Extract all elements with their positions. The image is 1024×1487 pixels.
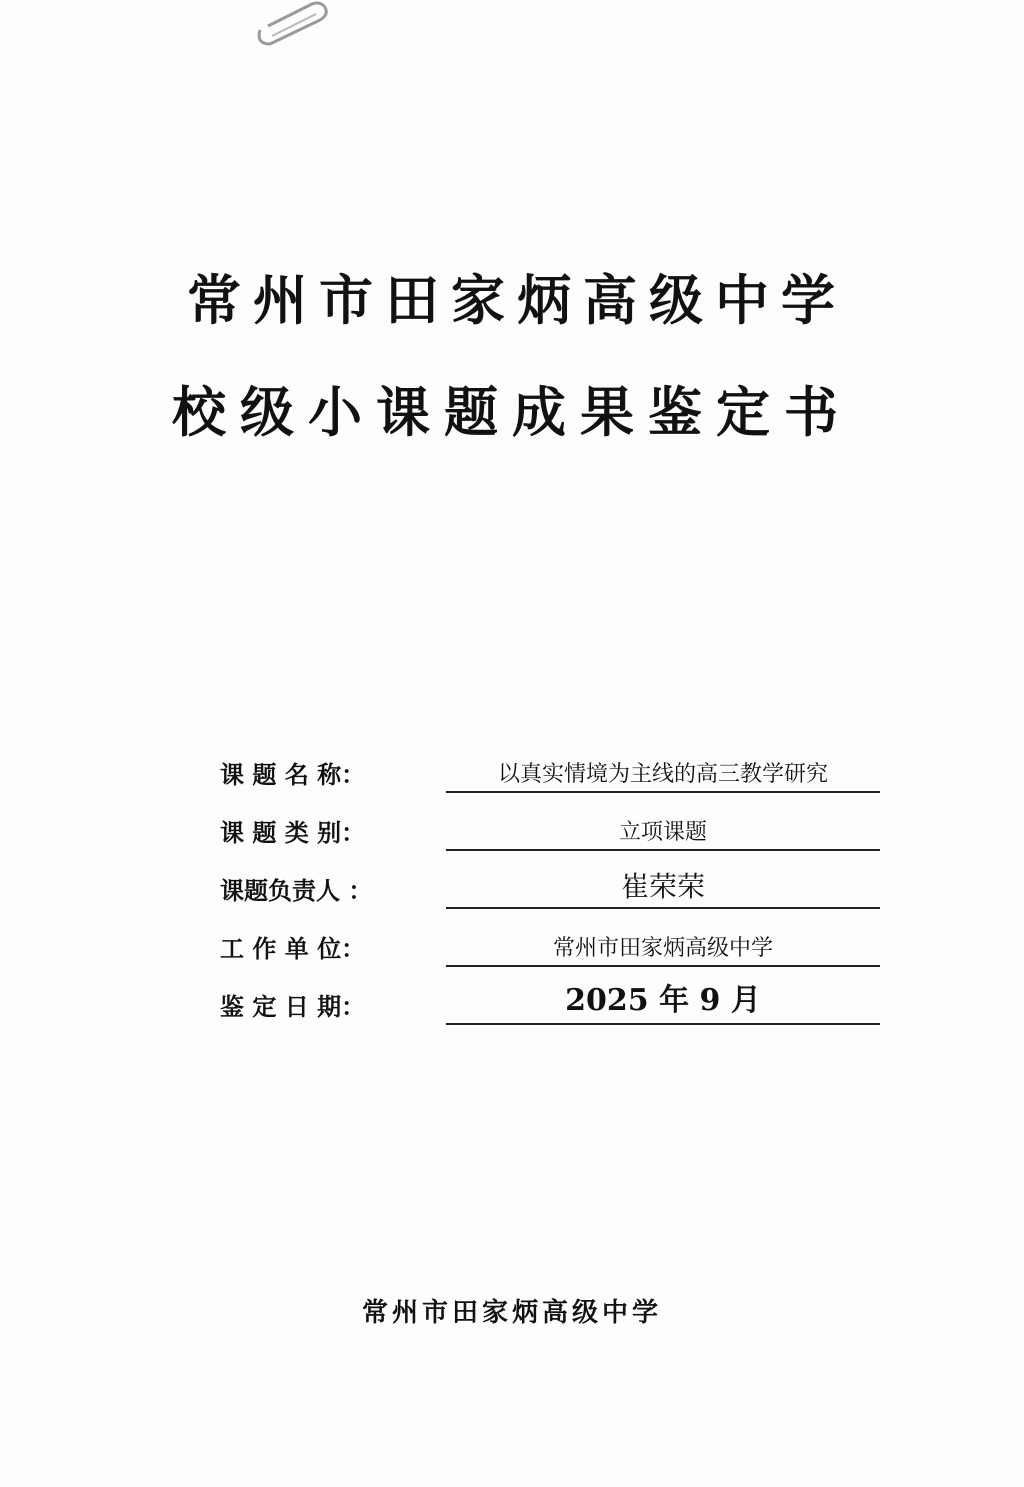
- field-value-work-unit: 常州市田家炳高级中学: [552, 936, 773, 961]
- field-row-project-lead: [220, 871, 880, 929]
- footer-institution: 常州市田家炳高级中学: [361, 1298, 662, 1328]
- field-underline: [446, 907, 880, 909]
- field-underline: [446, 849, 880, 851]
- field-value-topic-category: 立项课题: [618, 820, 707, 845]
- field-underline: [446, 1023, 880, 1025]
- field-label-topic-name: 课 题 名 称：: [220, 761, 366, 789]
- field-label-appraisal-date: 鉴 定 日 期：: [220, 993, 366, 1021]
- field-label-project-lead: 课题负责人 ：: [220, 877, 373, 905]
- field-value-topic-name: 以真实情境为主线的高三教学研究: [497, 762, 828, 787]
- field-label-topic-category: 课 题 类 别：: [220, 819, 366, 847]
- info-fields: [220, 755, 880, 1045]
- field-label-work-unit: 工 作 单 位：: [220, 935, 366, 963]
- field-row-topic-name: [220, 755, 880, 813]
- field-value-appraisal-date: 2025 年 9 月: [565, 983, 761, 1018]
- field-value-project-lead: 崔荣荣: [620, 870, 705, 903]
- document-title-line-1: 常州市田家炳高级中学: [187, 269, 847, 332]
- field-row-topic-category: [220, 813, 880, 871]
- paper-clip-icon: [250, 0, 340, 60]
- field-underline: [446, 791, 880, 793]
- field-row-work-unit: [220, 929, 880, 987]
- field-underline: [446, 965, 880, 967]
- field-row-appraisal-date: [220, 983, 880, 1045]
- document-title-line-2: 校级小课题成果鉴定书: [172, 381, 852, 444]
